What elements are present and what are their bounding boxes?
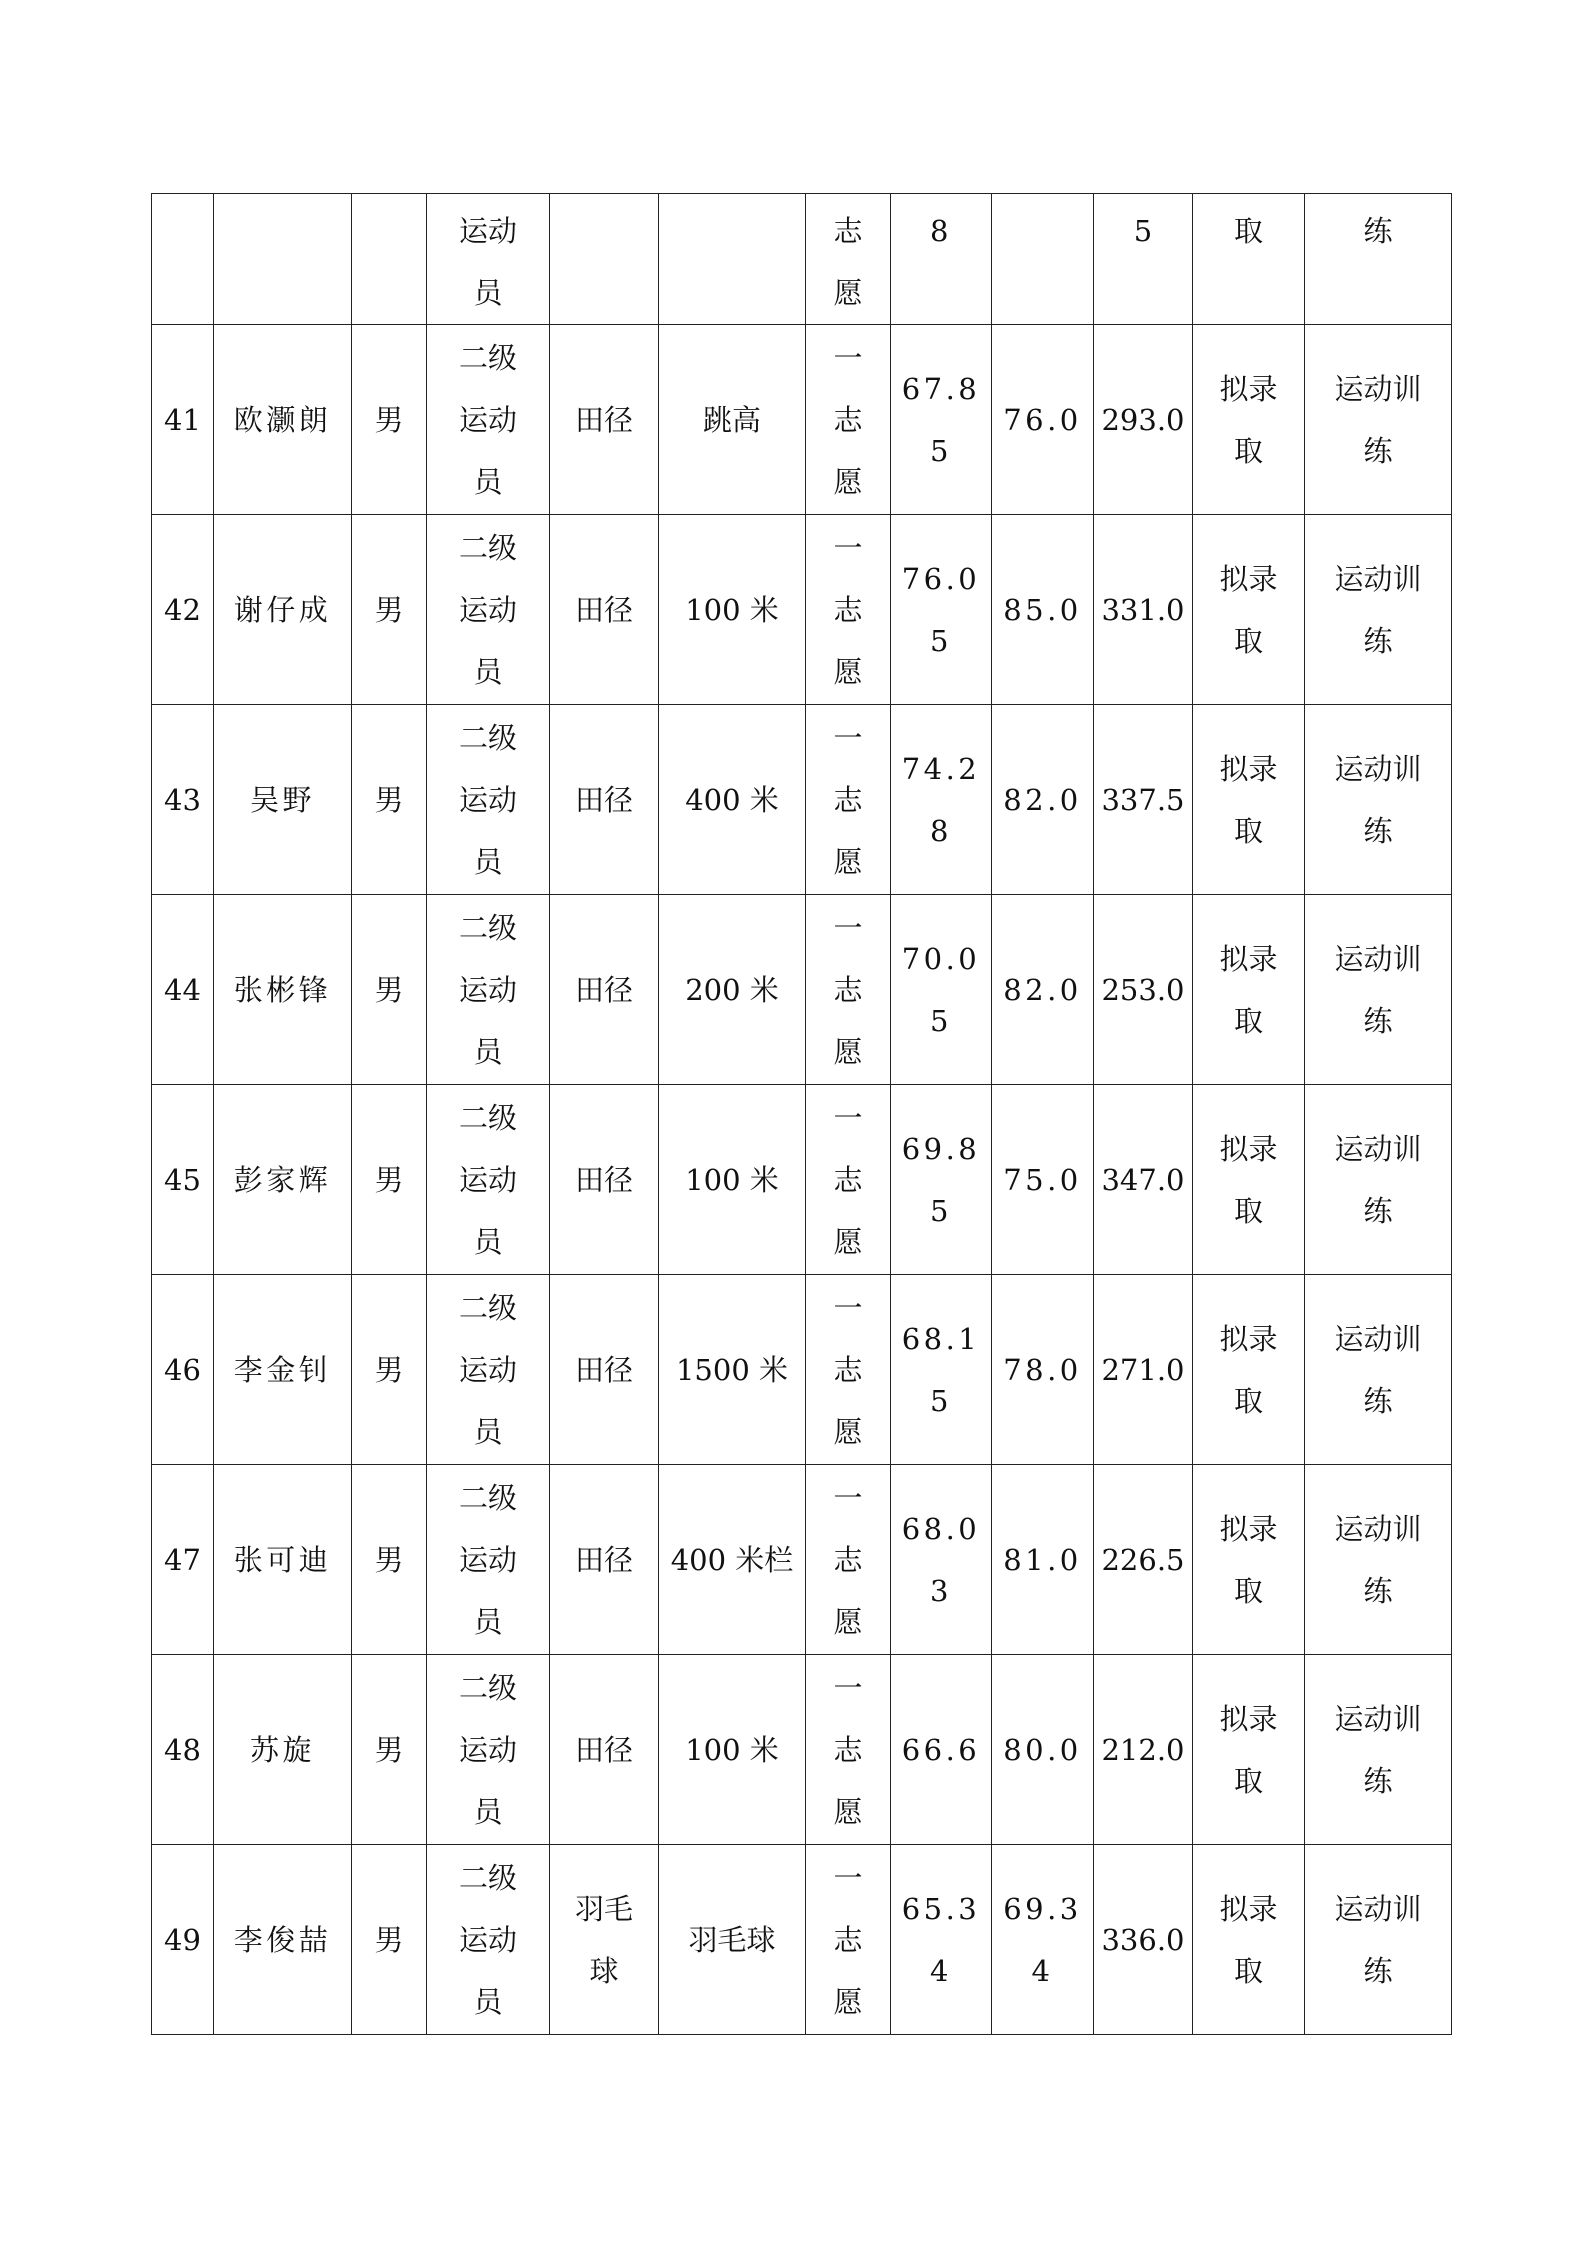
choice-order: 一志愿	[806, 1655, 891, 1845]
program-name: 运动训练	[1305, 705, 1452, 895]
program-name: 运动训练	[1305, 1655, 1452, 1845]
program-name: 运动训练	[1305, 1085, 1452, 1275]
admission-result: 拟录取	[1193, 1655, 1305, 1845]
choice-order: 一志愿	[806, 1845, 891, 2035]
score-a: 68.03	[891, 1465, 992, 1655]
total-score: 331.0	[1094, 515, 1193, 705]
score-a: 76.05	[891, 515, 992, 705]
score-b: 78.0	[992, 1275, 1094, 1465]
student-name: 吴野	[214, 705, 352, 895]
gender: 男	[352, 1275, 427, 1465]
major-sport: 田径	[550, 705, 659, 895]
table-row	[152, 325, 1452, 515]
athlete-level: 二级运动员	[427, 705, 550, 895]
table-row	[152, 194, 1452, 325]
table-row	[152, 515, 1452, 705]
row-number: 41	[152, 325, 214, 515]
total-score: 271.0	[1094, 1275, 1193, 1465]
event-item: 200 米	[659, 895, 806, 1085]
row-number: 42	[152, 515, 214, 705]
table-row	[152, 1655, 1452, 1845]
row-number: 48	[152, 1655, 214, 1845]
athlete-level: 二级运动员	[427, 895, 550, 1085]
student-name	[214, 194, 352, 325]
program-name: 运动训练	[1305, 1845, 1452, 2035]
table-row	[152, 705, 1452, 895]
major-sport: 羽毛球	[550, 1845, 659, 2035]
row-number	[152, 194, 214, 325]
major-sport: 田径	[550, 1275, 659, 1465]
student-name: 李金钊	[214, 1275, 352, 1465]
event-item: 跳高	[659, 325, 806, 515]
total-score: 5	[1094, 194, 1193, 325]
score-b: 75.0	[992, 1085, 1094, 1275]
major-sport: 田径	[550, 895, 659, 1085]
admission-result: 拟录取	[1193, 895, 1305, 1085]
athlete-level: 二级运动员	[427, 1085, 550, 1275]
choice-order: 一志愿	[806, 1275, 891, 1465]
athlete-level: 二级运动员	[427, 1655, 550, 1845]
program-name: 运动训练	[1305, 325, 1452, 515]
score-a: 74.28	[891, 705, 992, 895]
table-row	[152, 1845, 1452, 2035]
score-b: 82.0	[992, 705, 1094, 895]
athlete-level: 运动员	[427, 194, 550, 325]
total-score: 337.5	[1094, 705, 1193, 895]
event-item: 1500 米	[659, 1275, 806, 1465]
score-b: 82.0	[992, 895, 1094, 1085]
score-a: 68.15	[891, 1275, 992, 1465]
score-b: 81.0	[992, 1465, 1094, 1655]
choice-order: 一志愿	[806, 895, 891, 1085]
admission-result: 拟录取	[1193, 705, 1305, 895]
total-score: 212.0	[1094, 1655, 1193, 1845]
total-score: 253.0	[1094, 895, 1193, 1085]
program-name: 练	[1305, 194, 1452, 325]
student-name: 欧灏朗	[214, 325, 352, 515]
event-item	[659, 194, 806, 325]
admission-result: 拟录取	[1193, 325, 1305, 515]
student-name: 张可迪	[214, 1465, 352, 1655]
score-b: 80.0	[992, 1655, 1094, 1845]
major-sport: 田径	[550, 515, 659, 705]
program-name: 运动训练	[1305, 1275, 1452, 1465]
total-score: 226.5	[1094, 1465, 1193, 1655]
total-score: 336.0	[1094, 1845, 1193, 2035]
athlete-level: 二级运动员	[427, 515, 550, 705]
student-name: 谢仔成	[214, 515, 352, 705]
score-a: 69.85	[891, 1085, 992, 1275]
row-number: 47	[152, 1465, 214, 1655]
event-item: 400 米栏	[659, 1465, 806, 1655]
score-a: 70.05	[891, 895, 992, 1085]
gender: 男	[352, 1465, 427, 1655]
row-number: 49	[152, 1845, 214, 2035]
program-name: 运动训练	[1305, 895, 1452, 1085]
total-score: 293.0	[1094, 325, 1193, 515]
student-name: 苏旋	[214, 1655, 352, 1845]
row-number: 43	[152, 705, 214, 895]
major-sport: 田径	[550, 1085, 659, 1275]
total-score: 347.0	[1094, 1085, 1193, 1275]
event-item: 100 米	[659, 1655, 806, 1845]
admission-result: 拟录取	[1193, 1085, 1305, 1275]
student-name: 张彬锋	[214, 895, 352, 1085]
row-number: 46	[152, 1275, 214, 1465]
major-sport: 田径	[550, 1465, 659, 1655]
admission-result: 拟录取	[1193, 515, 1305, 705]
table-row	[152, 1465, 1452, 1655]
program-name: 运动训练	[1305, 1465, 1452, 1655]
gender: 男	[352, 1845, 427, 2035]
admission-result: 拟录取	[1193, 1845, 1305, 2035]
admission-result: 拟录取	[1193, 1275, 1305, 1465]
athlete-level: 二级运动员	[427, 1465, 550, 1655]
score-b: 76.0	[992, 325, 1094, 515]
table-row	[152, 895, 1452, 1085]
choice-order: 一志愿	[806, 705, 891, 895]
row-number: 45	[152, 1085, 214, 1275]
athlete-level: 二级运动员	[427, 325, 550, 515]
major-sport	[550, 194, 659, 325]
score-a: 65.34	[891, 1845, 992, 2035]
admission-result: 拟录取	[1193, 1465, 1305, 1655]
gender: 男	[352, 705, 427, 895]
choice-order: 一志愿	[806, 515, 891, 705]
table-row	[152, 1085, 1452, 1275]
choice-order: 志愿	[806, 194, 891, 325]
score-b: 85.0	[992, 515, 1094, 705]
gender: 男	[352, 325, 427, 515]
athlete-level: 二级运动员	[427, 1845, 550, 2035]
row-number: 44	[152, 895, 214, 1085]
student-name: 李俊喆	[214, 1845, 352, 2035]
major-sport: 田径	[550, 1655, 659, 1845]
event-item: 羽毛球	[659, 1845, 806, 2035]
student-name: 彭家辉	[214, 1085, 352, 1275]
gender: 男	[352, 895, 427, 1085]
gender: 男	[352, 1655, 427, 1845]
admission-table	[151, 193, 1452, 2035]
event-item: 100 米	[659, 515, 806, 705]
score-a: 67.85	[891, 325, 992, 515]
choice-order: 一志愿	[806, 1085, 891, 1275]
gender	[352, 194, 427, 325]
choice-order: 一志愿	[806, 325, 891, 515]
score-b: 69.34	[992, 1845, 1094, 2035]
event-item: 400 米	[659, 705, 806, 895]
admission-result: 取	[1193, 194, 1305, 325]
program-name: 运动训练	[1305, 515, 1452, 705]
major-sport: 田径	[550, 325, 659, 515]
event-item: 100 米	[659, 1085, 806, 1275]
choice-order: 一志愿	[806, 1465, 891, 1655]
athlete-level: 二级运动员	[427, 1275, 550, 1465]
gender: 男	[352, 515, 427, 705]
score-b	[992, 194, 1094, 325]
gender: 男	[352, 1085, 427, 1275]
table-row	[152, 1275, 1452, 1465]
score-a: 8	[891, 194, 992, 325]
score-a: 66.6	[891, 1655, 992, 1845]
